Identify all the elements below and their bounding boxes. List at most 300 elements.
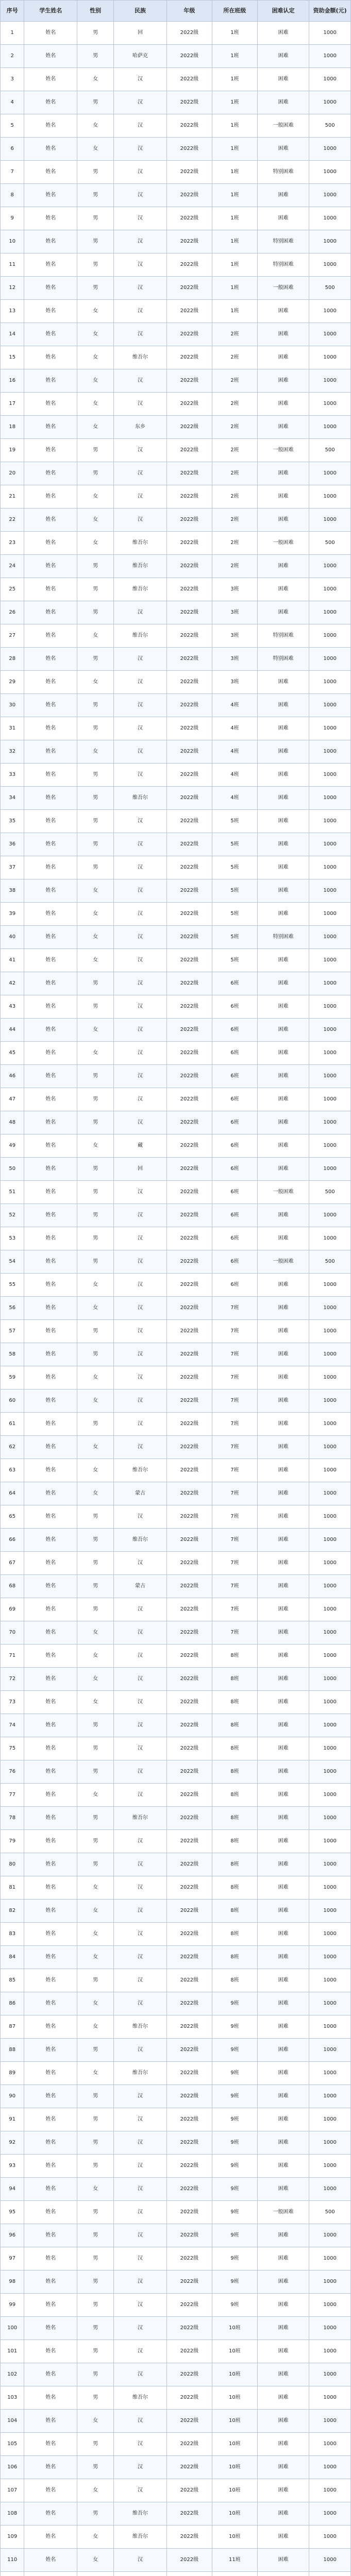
cell-class: 7班 [212,1505,257,1529]
cell-grade: 2022级 [166,184,212,207]
cell-grade: 2022级 [166,369,212,393]
cell-name: 姓名 [24,2340,77,2363]
cell-no: 59 [1,1366,24,1389]
cell-no [1,2572,24,2576]
table-row [1,1552,351,1575]
cell-no: 82 [1,1900,24,1923]
cell-ethnicity: 维吾尔 [114,2062,167,2085]
cell-ethnicity: 维吾尔 [114,787,167,810]
cell-grade: 2022级 [166,2340,212,2363]
cell-class: 8班 [212,1668,257,1691]
cell-class: 2班 [212,346,257,369]
cell-level: 困难 [257,1876,309,1900]
cell-level: 困难 [257,2247,309,2270]
table-row [1,2131,351,2155]
cell-no: 77 [1,1784,24,1807]
table-row [1,787,351,810]
table-row [1,1320,351,1343]
cell-sex: 男 [77,1552,114,1575]
cell-ethnicity [114,2572,167,2576]
cell-name: 姓名 [24,1320,77,1343]
cell-grade: 2022级 [166,416,212,439]
cell-ethnicity: 汉 [114,2410,167,2433]
cell-ethnicity: 汉 [114,995,167,1019]
cell-amount: 1000 [309,2479,351,2502]
cell-ethnicity: 汉 [114,1969,167,1992]
cell-no: 65 [1,1505,24,1529]
cell-level: 困难 [257,555,309,578]
cell-grade: 2022级 [166,114,212,138]
cell-level: 困难 [257,1923,309,1946]
table-row [1,1343,351,1366]
cell-amount: 1000 [309,972,351,995]
cell-ethnicity: 汉 [114,1830,167,1853]
cell-sex: 女 [77,346,114,369]
cell-no: 37 [1,856,24,879]
cell-name: 姓名 [24,578,77,601]
cell-class: 4班 [212,740,257,764]
cell-class: 1班 [212,138,257,161]
cell-no: 97 [1,2247,24,2270]
table-row [1,2456,351,2479]
header-ethnicity: 民族 [114,1,167,22]
cell-name: 姓名 [24,1668,77,1691]
cell-grade: 2022级 [166,926,212,949]
cell-class: 6班 [212,1227,257,1250]
cell-name: 姓名 [24,1900,77,1923]
cell-no: 31 [1,717,24,740]
cell-name: 姓名 [24,1134,77,1158]
cell-amount: 500 [309,1250,351,1274]
cell-level: 困难 [257,1598,309,1621]
cell-name: 姓名 [24,1088,77,1111]
cell-class: 9班 [212,2108,257,2131]
cell-grade: 2022级 [166,1088,212,1111]
cell-ethnicity: 汉 [114,2433,167,2456]
table-row [1,2502,351,2526]
cell-amount: 1000 [309,740,351,764]
cell-amount: 1000 [309,2039,351,2062]
table-row [1,1529,351,1552]
cell-sex: 男 [77,1343,114,1366]
cell-level: 困难 [257,184,309,207]
cell-grade: 2022级 [166,230,212,253]
cell-class: 6班 [212,1204,257,1227]
cell-class: 8班 [212,1830,257,1853]
cell-ethnicity: 汉 [114,114,167,138]
cell-sex: 女 [77,1691,114,1714]
cell-ethnicity: 汉 [114,2085,167,2108]
table-row [1,1876,351,1900]
cell-grade: 2022级 [166,1529,212,1552]
cell-class: 5班 [212,879,257,903]
cell-no: 6 [1,138,24,161]
cell-level: 困难 [257,2270,309,2294]
table-row [1,1019,351,1042]
table-row [1,1807,351,1830]
cell-amount: 500 [309,114,351,138]
cell-sex: 男 [77,1598,114,1621]
cell-grade: 2022级 [166,1807,212,1830]
cell-sex: 女 [77,1992,114,2015]
cell-ethnicity: 维吾尔 [114,624,167,648]
cell-name: 姓名 [24,903,77,926]
cell-name: 姓名 [24,1343,77,1366]
cell-name: 姓名 [24,671,77,694]
cell-ethnicity: 汉 [114,810,167,833]
cell-amount: 1000 [309,2340,351,2363]
cell-amount: 1000 [309,138,351,161]
cell-class: 6班 [212,1250,257,1274]
cell-name: 姓名 [24,230,77,253]
cell-level: 困难 [257,1366,309,1389]
cell-no: 90 [1,2085,24,2108]
cell-grade: 2022级 [166,1760,212,1784]
table-row [1,1111,351,1134]
table-row [1,578,351,601]
cell-ethnicity: 汉 [114,1737,167,1760]
cell-ethnicity: 汉 [114,694,167,717]
cell-sex: 男 [77,161,114,184]
cell-amount: 1000 [309,2062,351,2085]
cell-ethnicity: 汉 [114,1320,167,1343]
cell-ethnicity: 维吾尔 [114,1459,167,1482]
cell-class: 10班 [212,2340,257,2363]
cell-ethnicity: 汉 [114,207,167,230]
cell-grade: 2022级 [166,1042,212,1065]
cell-level: 困难 [257,91,309,114]
cell-no: 107 [1,2479,24,2502]
cell-amount: 1000 [309,416,351,439]
cell-sex: 女 [77,2062,114,2085]
cell-ethnicity: 汉 [114,1366,167,1389]
cell-amount: 1000 [309,1088,351,1111]
cell-sex: 女 [77,1042,114,1065]
cell-class: 6班 [212,1134,257,1158]
cell-ethnicity: 汉 [114,764,167,787]
table-row [1,2155,351,2178]
cell-level: 困难 [257,300,309,323]
header-class: 所在班级 [212,1,257,22]
cell-no: 44 [1,1019,24,1042]
cell-class: 7班 [212,1598,257,1621]
cell-grade: 2022级 [166,1575,212,1598]
cell-grade: 2022级 [166,1598,212,1621]
cell-grade: 2022级 [166,1830,212,1853]
cell-class: 2班 [212,532,257,555]
cell-name: 姓名 [24,949,77,972]
cell-amount: 1000 [309,1946,351,1969]
cell-grade: 2022级 [166,346,212,369]
cell-grade: 2022级 [166,601,212,624]
cell-no: 15 [1,346,24,369]
cell-class: 9班 [212,2270,257,2294]
cell-level: 困难 [257,1088,309,1111]
cell-name: 姓名 [24,1274,77,1297]
cell-grade: 2022级 [166,1505,212,1529]
table-row [1,1830,351,1853]
cell-amount: 1000 [309,1691,351,1714]
cell-no: 64 [1,1482,24,1505]
cell-amount [309,2572,351,2576]
cell-ethnicity: 汉 [114,1760,167,1784]
table-row [1,833,351,856]
table-row [1,624,351,648]
cell-ethnicity: 汉 [114,1923,167,1946]
cell-class: 2班 [212,509,257,532]
cell-amount: 1000 [309,949,351,972]
cell-class: 8班 [212,1645,257,1668]
cell-grade: 2022级 [166,1181,212,1204]
cell-sex: 男 [77,439,114,462]
table-row [1,2201,351,2224]
cell-level: 一般困难 [257,1181,309,1204]
cell-grade: 2022级 [166,2155,212,2178]
cell-ethnicity: 汉 [114,161,167,184]
cell-level: 困难 [257,1413,309,1436]
cell-amount: 1000 [309,787,351,810]
cell-grade: 2022级 [166,879,212,903]
cell-no: 63 [1,1459,24,1482]
cell-sex: 女 [77,1389,114,1413]
cell-amount: 1000 [309,717,351,740]
cell-level: 困难 [257,1969,309,1992]
cell-no: 7 [1,161,24,184]
cell-name: 姓名 [24,1413,77,1436]
cell-amount: 1000 [309,253,351,277]
header-grade: 年级 [166,1,212,22]
header-row [1,1,351,22]
cell-level: 困难 [257,1691,309,1714]
cell-no: 66 [1,1529,24,1552]
cell-class: 4班 [212,764,257,787]
cell-level: 困难 [257,2340,309,2363]
cell-ethnicity: 蒙古 [114,1482,167,1505]
cell-ethnicity: 汉 [114,2039,167,2062]
cell-class [212,2572,257,2576]
cell-sex: 男 [77,1529,114,1552]
cell-class: 8班 [212,1691,257,1714]
cell-ethnicity: 汉 [114,1413,167,1436]
cell-no: 89 [1,2062,24,2085]
cell-grade: 2022级 [166,671,212,694]
cell-amount: 1000 [309,1436,351,1459]
cell-class: 1班 [212,68,257,91]
table-row [1,207,351,230]
cell-name: 姓名 [24,45,77,68]
cell-sex: 男 [77,1853,114,1876]
cell-amount: 1000 [309,2085,351,2108]
cell-class: 7班 [212,1436,257,1459]
cell-sex: 女 [77,1436,114,1459]
cell-level: 特别困难 [257,648,309,671]
table-row [1,416,351,439]
cell-name: 姓名 [24,1505,77,1529]
cell-no: 42 [1,972,24,995]
cell-grade: 2022级 [166,2178,212,2201]
cell-no: 26 [1,601,24,624]
cell-class: 1班 [212,22,257,45]
cell-class: 11班 [212,2549,257,2572]
cell-name: 姓名 [24,2039,77,2062]
cell-no: 16 [1,369,24,393]
cell-no: 30 [1,694,24,717]
cell-class: 10班 [212,2433,257,2456]
cell-name: 姓名 [24,2062,77,2085]
cell-grade: 2022级 [166,810,212,833]
cell-no: 86 [1,1992,24,2015]
cell-grade: 2022级 [166,694,212,717]
cell-sex: 男 [77,277,114,300]
cell-class: 8班 [212,1969,257,1992]
cell-amount: 1000 [309,2247,351,2270]
cell-amount: 1000 [309,694,351,717]
cell-name: 姓名 [24,2108,77,2131]
cell-grade: 2022级 [166,1459,212,1482]
table-row [1,138,351,161]
cell-ethnicity: 汉 [114,509,167,532]
cell-level: 困难 [257,764,309,787]
cell-no: 20 [1,462,24,485]
cell-level: 困难 [257,1645,309,1668]
cell-class: 6班 [212,1019,257,1042]
cell-name: 姓名 [24,1250,77,1274]
cell-level: 困难 [257,995,309,1019]
cell-class: 7班 [212,1389,257,1413]
cell-ethnicity: 汉 [114,323,167,346]
cell-grade: 2022级 [166,2317,212,2340]
cell-sex: 男 [77,22,114,45]
cell-class: 5班 [212,833,257,856]
cell-ethnicity: 汉 [114,972,167,995]
cell-amount: 1000 [309,810,351,833]
cell-name: 姓名 [24,1645,77,1668]
cell-sex: 女 [77,1297,114,1320]
cell-class: 6班 [212,1042,257,1065]
cell-name: 姓名 [24,926,77,949]
cell-grade: 2022级 [166,2108,212,2131]
cell-level: 困难 [257,2062,309,2085]
cell-ethnicity: 汉 [114,2479,167,2502]
cell-ethnicity: 汉 [114,138,167,161]
cell-class: 7班 [212,1529,257,1552]
cell-ethnicity: 汉 [114,1598,167,1621]
cell-class: 1班 [212,114,257,138]
cell-level: 困难 [257,1042,309,1065]
cell-amount: 1000 [309,1366,351,1389]
cell-amount: 1000 [309,1065,351,1088]
cell-class: 8班 [212,1714,257,1737]
cell-sex: 男 [77,91,114,114]
cell-amount: 1000 [309,68,351,91]
cell-name: 姓名 [24,22,77,45]
cell-class: 6班 [212,1088,257,1111]
cell-class: 3班 [212,648,257,671]
cell-level: 困难 [257,972,309,995]
cell-amount: 1000 [309,1343,351,1366]
table-row [1,1714,351,1737]
cell-ethnicity: 汉 [114,1714,167,1737]
cell-name: 姓名 [24,323,77,346]
table-row [1,462,351,485]
cell-class: 8班 [212,1853,257,1876]
cell-ethnicity: 汉 [114,2131,167,2155]
cell-amount: 1000 [309,1969,351,1992]
cell-sex: 女 [77,1019,114,1042]
cell-class: 3班 [212,601,257,624]
cell-ethnicity: 汉 [114,1019,167,1042]
cell-level: 困难 [257,671,309,694]
cell-no: 8 [1,184,24,207]
table-row [1,114,351,138]
table-row [1,2549,351,2572]
cell-name: 姓名 [24,740,77,764]
cell-sex: 女 [77,2479,114,2502]
cell-amount: 1000 [309,323,351,346]
cell-amount: 1000 [309,2363,351,2386]
table-row [1,1784,351,1807]
cell-name: 姓名 [24,2456,77,2479]
cell-level: 困难 [257,1204,309,1227]
cell-no: 70 [1,1621,24,1645]
cell-sex: 男 [77,787,114,810]
cell-name: 姓名 [24,995,77,1019]
cell-ethnicity: 汉 [114,1992,167,2015]
cell-level: 困难 [257,879,309,903]
cell-level: 困难 [257,717,309,740]
cell-class: 2班 [212,416,257,439]
table-row [1,300,351,323]
cell-ethnicity: 汉 [114,1389,167,1413]
cell-sex: 男 [77,1158,114,1181]
cell-level: 困难 [257,2108,309,2131]
cell-sex: 女 [77,2549,114,2572]
cell-class: 3班 [212,578,257,601]
cell-name: 姓名 [24,1297,77,1320]
cell-class: 9班 [212,2062,257,2085]
cell-level: 困难 [257,45,309,68]
cell-amount: 1000 [309,346,351,369]
table-row [1,369,351,393]
cell-grade: 2022级 [166,555,212,578]
cell-grade: 2022级 [166,1900,212,1923]
cell-class: 3班 [212,671,257,694]
table-row [1,1134,351,1158]
cell-sex: 男 [77,648,114,671]
cell-grade: 2022级 [166,2294,212,2317]
table-row [1,1992,351,2015]
cell-amount: 1000 [309,764,351,787]
cell-level: 困难 [257,509,309,532]
cell-grade: 2022级 [166,2247,212,2270]
cell-grade: 2022级 [166,1158,212,1181]
cell-name: 姓名 [24,624,77,648]
cell-ethnicity: 汉 [114,1552,167,1575]
cell-sex: 男 [77,810,114,833]
cell-amount: 1000 [309,1134,351,1158]
cell-class: 8班 [212,1737,257,1760]
table-row [1,485,351,509]
cell-ethnicity: 汉 [114,671,167,694]
cell-sex: 女 [77,926,114,949]
cell-class: 9班 [212,2178,257,2201]
cell-no: 3 [1,68,24,91]
cell-level: 困难 [257,578,309,601]
table-row [1,810,351,833]
cell-no: 22 [1,509,24,532]
cell-class: 1班 [212,161,257,184]
cell-grade: 2022级 [166,1621,212,1645]
